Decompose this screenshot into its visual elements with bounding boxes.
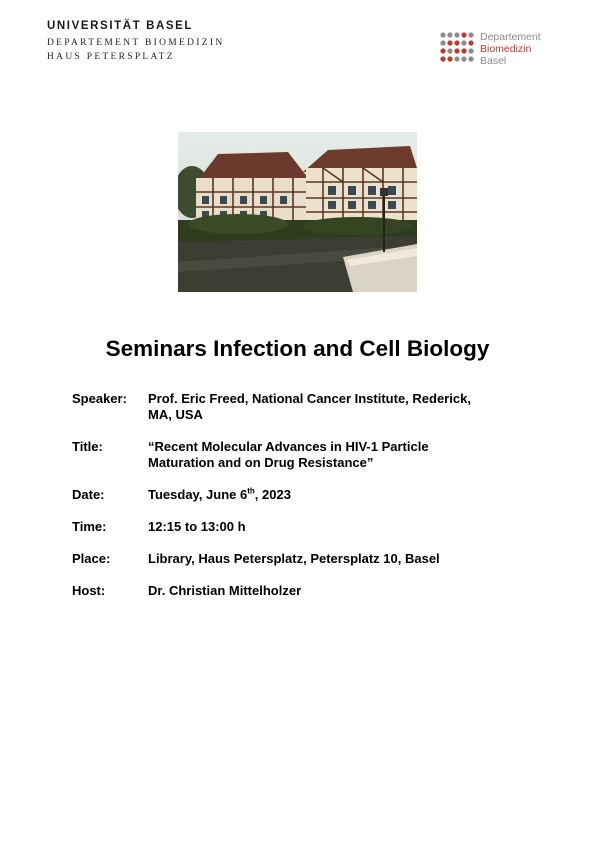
host-value: Dr. Christian Mittelholzer: [148, 583, 302, 598]
page-title: Seminars Infection and Cell Biology: [105, 336, 490, 361]
logo-dots-icon: [439, 31, 479, 69]
place-value: Library, Haus Petersplatz, Petersplatz 10, Basel: [148, 551, 440, 566]
time-value: 12:15 to 13:00 h: [148, 519, 246, 534]
logo-text-biomedizin: Biomedizin: [480, 43, 532, 55]
place-row: [72, 551, 512, 567]
place-label: Place:: [72, 551, 111, 566]
logo-text-basel: Basel: [480, 55, 507, 67]
speaker-label: Speaker:: [72, 391, 127, 406]
date-row: [72, 487, 512, 503]
title-line-1: “Recent Molecular Advances in HIV-1 Particle: [148, 439, 429, 454]
title-row: [72, 439, 512, 473]
department-name: DEPARTEMENT BIOMEDIZIN: [47, 38, 225, 48]
host-row: [72, 583, 512, 599]
title-value: [148, 439, 508, 471]
house-name: HAUS PETERSPLATZ: [47, 52, 175, 62]
title-label: Title:: [72, 439, 103, 454]
date-year: , 2023: [254, 487, 291, 502]
speaker-value: [148, 391, 508, 423]
speaker-line-2: MA, USA: [148, 407, 203, 422]
logo-text-departement: Departement: [480, 31, 541, 43]
date-value: [148, 487, 508, 503]
department-logo: [439, 31, 554, 69]
time-label: Time:: [72, 519, 107, 534]
university-name: UNIVERSITÄT BASEL: [47, 20, 194, 32]
time-row: [72, 519, 512, 535]
date-main: Tuesday, June 6: [148, 487, 248, 502]
host-label: Host:: [72, 583, 106, 598]
speaker-line-1: Prof. Eric Freed, National Cancer Institute, Rederick,: [148, 391, 471, 406]
speaker-row: [72, 391, 512, 425]
date-ordinal: th: [247, 486, 255, 496]
date-label: Date:: [72, 487, 105, 502]
title-line-2: Maturation and on Drug Resistance”: [148, 455, 374, 470]
building-photo: [178, 132, 417, 292]
